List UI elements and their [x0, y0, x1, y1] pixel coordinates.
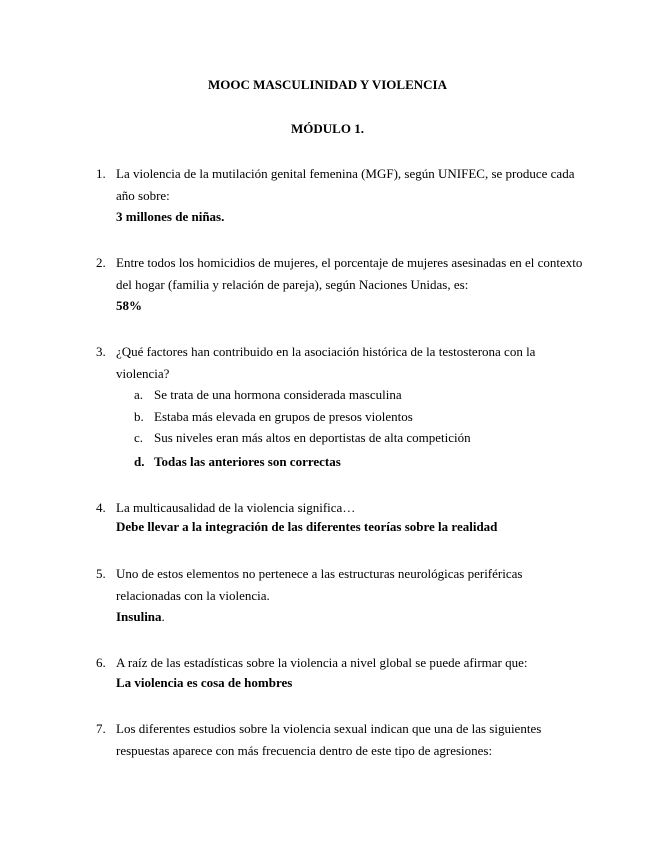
option-label: a. [134, 387, 144, 402]
answer-period: . [161, 609, 165, 624]
answer-6: La violencia es cosa de hombres [116, 675, 293, 690]
answer-2: 58% [116, 298, 142, 313]
question-number: 7. [96, 721, 106, 736]
question-text-line: año sobre: [116, 188, 170, 203]
question-number: 3. [96, 344, 106, 359]
question-number: 6. [96, 655, 106, 670]
question-text-line: La violencia de la mutilación genital femenina (MGF), según UNIFEC, se produce cada [116, 166, 575, 181]
question-text-line: Entre todos los homicidios de mujeres, el porcentaje de mujeres asesinadas en el contexto [116, 255, 583, 270]
option-label: c. [134, 430, 144, 445]
option-label: b. [134, 409, 144, 424]
answer-5 [116, 609, 165, 625]
question-number: 1. [96, 166, 106, 181]
answer-4: Debe llevar a la integración de las diferentes teorías sobre la realidad [116, 519, 498, 534]
question-text-line: relacionadas con la violencia. [116, 588, 270, 603]
module-heading: MÓDULO 1. [291, 121, 364, 136]
question-text-line: violencia? [116, 366, 170, 381]
question-number: 2. [96, 255, 106, 270]
option-text: Estaba más elevada en grupos de presos violentos [154, 409, 413, 424]
question-number: 5. [96, 566, 106, 581]
option-label: d. [134, 454, 145, 469]
question-text-line: Uno de estos elementos no pertenece a las estructuras neurológicas periféricas [116, 566, 523, 581]
document-title: MOOC MASCULINIDAD Y VIOLENCIA [208, 77, 447, 92]
question-number: 4. [96, 500, 106, 515]
answer-text: Insulina [116, 609, 162, 624]
option-text: Sus niveles eran más altos en deportistas de alta competición [154, 430, 471, 445]
question-text-line: Los diferentes estudios sobre la violencia sexual indican que una de las siguientes [116, 721, 542, 736]
option-text: Se trata de una hormona considerada masculina [154, 387, 402, 402]
question-text-line: ¿Qué factores han contribuido en la asociación histórica de la testosterona con la [116, 344, 536, 359]
answer-1: 3 millones de niñas. [116, 209, 225, 224]
question-text-line: del hogar (familia y relación de pareja), según Naciones Unidas, es: [116, 277, 469, 292]
question-text-line: La multicausalidad de la violencia significa… [116, 500, 356, 515]
question-text-line: respuestas aparece con más frecuencia dentro de este tipo de agresiones: [116, 743, 493, 758]
option-text: Todas las anteriores son correctas [154, 454, 341, 469]
question-text-line: A raíz de las estadísticas sobre la violencia a nivel global se puede afirmar que: [116, 655, 528, 670]
